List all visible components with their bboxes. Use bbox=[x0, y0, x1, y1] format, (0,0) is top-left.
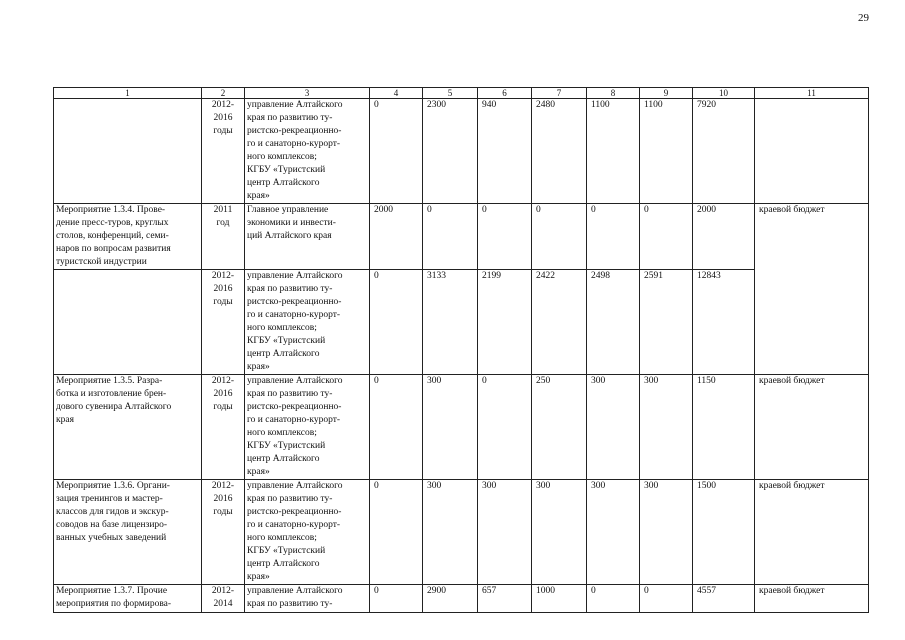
event-name-cell bbox=[54, 99, 202, 204]
value-cell: 0 bbox=[370, 375, 423, 480]
event-name-cell-line: мероприятия по формирова- bbox=[56, 599, 172, 609]
years-cell-line: годы bbox=[213, 126, 233, 136]
event-name-cell bbox=[54, 585, 202, 613]
event-name-cell-line: классов для гидов и экскур- bbox=[56, 507, 169, 517]
years-cell bbox=[202, 99, 245, 204]
value-cell: 1100 bbox=[640, 99, 693, 204]
event-name-cell-line: Мероприятие 1.3.6. Органи- bbox=[56, 481, 170, 491]
table-row bbox=[54, 99, 869, 204]
executor-cell-line: управление Алтайского bbox=[247, 481, 343, 491]
value-cell: 0 bbox=[370, 99, 423, 204]
years-cell-line: 2016 bbox=[213, 284, 233, 294]
value-cell: 2591 bbox=[640, 270, 693, 375]
value-cell: 0 bbox=[370, 270, 423, 375]
executor-cell bbox=[245, 375, 370, 480]
value-cell: 300 bbox=[423, 480, 478, 585]
value-cell: 300 bbox=[640, 480, 693, 585]
years-cell-line: 2011 bbox=[213, 205, 233, 215]
executor-cell-line: края» bbox=[247, 572, 270, 582]
table-row bbox=[54, 585, 869, 613]
executor-cell-line: КГБУ «Туристский bbox=[247, 336, 326, 346]
executor-cell-line: управление Алтайского bbox=[247, 376, 343, 386]
executor-cell-line: ного комплексов; bbox=[247, 428, 317, 438]
table-row bbox=[54, 204, 869, 270]
executor-cell-line: края по развитию ту- bbox=[247, 113, 333, 123]
value-cell: 3133 bbox=[423, 270, 478, 375]
executor-cell-line: экономики и инвести- bbox=[247, 218, 336, 228]
executor-cell-line: ного комплексов; bbox=[247, 323, 317, 333]
value-cell: 300 bbox=[532, 480, 587, 585]
header-cell: 6 bbox=[478, 88, 532, 99]
value-cell: 300 bbox=[478, 480, 532, 585]
budget-table bbox=[53, 87, 869, 613]
value-cell: 0 bbox=[587, 585, 640, 613]
executor-cell-line: края по развитию ту- bbox=[247, 599, 333, 609]
value-cell: 4557 bbox=[693, 585, 755, 613]
years-cell bbox=[202, 204, 245, 270]
header-cell: 9 bbox=[640, 88, 693, 99]
value-cell: 2199 bbox=[478, 270, 532, 375]
value-cell: 2422 bbox=[532, 270, 587, 375]
years-cell bbox=[202, 585, 245, 613]
executor-cell-line: центр Алтайского bbox=[247, 178, 320, 188]
executor-cell bbox=[245, 270, 370, 375]
executor-cell-line: центр Алтайского bbox=[247, 349, 320, 359]
value-cell: 300 bbox=[423, 375, 478, 480]
value-cell: 250 bbox=[532, 375, 587, 480]
value-cell: 1150 bbox=[693, 375, 755, 480]
value-cell: 0 bbox=[478, 375, 532, 480]
value-cell: 0 bbox=[587, 204, 640, 270]
event-name-cell bbox=[54, 204, 202, 270]
value-cell: 657 bbox=[478, 585, 532, 613]
value-cell: 1100 bbox=[587, 99, 640, 204]
header-cell: 1 bbox=[54, 88, 202, 99]
years-cell bbox=[202, 270, 245, 375]
executor-cell-line: управление Алтайского bbox=[247, 586, 343, 596]
value-cell: 0 bbox=[640, 585, 693, 613]
executor-cell-line: ристско-рекреационно- bbox=[247, 297, 342, 307]
executor-cell bbox=[245, 585, 370, 613]
event-name-cell-line: дового сувенира Алтайского bbox=[56, 402, 172, 412]
value-cell: 2000 bbox=[370, 204, 423, 270]
event-name-cell-line: Мероприятие 1.3.4. Прове- bbox=[56, 205, 166, 215]
value-cell: 1500 bbox=[693, 480, 755, 585]
value-cell: 0 bbox=[423, 204, 478, 270]
executor-cell-line: ристско-рекреационно- bbox=[247, 402, 342, 412]
funding-source-cell: краевой бюджет bbox=[755, 585, 869, 613]
value-cell: 300 bbox=[587, 480, 640, 585]
header-cell: 4 bbox=[370, 88, 423, 99]
executor-cell-line: края» bbox=[247, 191, 270, 201]
executor-cell-line: КГБУ «Туристский bbox=[247, 165, 326, 175]
funding-source-cell bbox=[755, 99, 869, 204]
years-cell-line: 2012- bbox=[211, 376, 235, 386]
table-row bbox=[54, 480, 869, 585]
event-name-cell bbox=[54, 480, 202, 585]
years-cell-line: 2016 bbox=[213, 389, 233, 399]
executor-cell-line: го и санаторно-курорт- bbox=[247, 139, 341, 149]
years-cell-line: 2014 bbox=[213, 599, 233, 609]
funding-source-cell: краевой бюджет bbox=[755, 375, 869, 480]
header-cell: 11 bbox=[755, 88, 869, 99]
executor-cell-line: Главное управление bbox=[247, 205, 329, 215]
years-cell-line: 2012- bbox=[211, 481, 235, 491]
executor-cell-line: ного комплексов; bbox=[247, 152, 317, 162]
executor-cell-line: края» bbox=[247, 467, 270, 477]
executor-cell-line: го и санаторно-курорт- bbox=[247, 520, 341, 530]
value-cell: 940 bbox=[478, 99, 532, 204]
executor-cell-line: ций Алтайского края bbox=[247, 231, 332, 241]
years-cell-line: год bbox=[216, 218, 230, 228]
table-row bbox=[54, 375, 869, 480]
funding-source-cell: краевой бюджет bbox=[755, 480, 869, 585]
years-cell bbox=[202, 375, 245, 480]
executor-cell-line: управление Алтайского bbox=[247, 100, 343, 110]
executor-cell-line: центр Алтайского bbox=[247, 559, 320, 569]
executor-cell bbox=[245, 480, 370, 585]
executor-cell-line: края по развитию ту- bbox=[247, 284, 333, 294]
executor-cell-line: управление Алтайского bbox=[247, 271, 343, 281]
event-name-cell-line: Мероприятие 1.3.7. Прочие bbox=[56, 586, 168, 596]
executor-cell-line: го и санаторно-курорт- bbox=[247, 310, 341, 320]
event-name-cell-line: ванных учебных заведений bbox=[56, 533, 167, 543]
event-name-cell-line: соводов на базе лицензиро- bbox=[56, 520, 168, 530]
event-name-cell-line: дение пресс-туров, круглых bbox=[56, 218, 169, 228]
years-cell-line: 2012- bbox=[211, 100, 235, 110]
value-cell: 0 bbox=[532, 204, 587, 270]
funding-source-cell: краевой бюджет bbox=[755, 204, 869, 375]
event-name-cell bbox=[54, 375, 202, 480]
event-name-cell-line: Мероприятие 1.3.5. Разра- bbox=[56, 376, 163, 386]
years-cell-line: 2016 bbox=[213, 113, 233, 123]
value-cell: 300 bbox=[587, 375, 640, 480]
value-cell: 12843 bbox=[693, 270, 755, 375]
value-cell: 0 bbox=[640, 204, 693, 270]
executor-cell-line: ристско-рекреационно- bbox=[247, 126, 342, 136]
years-cell bbox=[202, 480, 245, 585]
years-cell-line: годы bbox=[213, 297, 233, 307]
event-name-cell-line: края bbox=[56, 415, 74, 425]
header-cell: 8 bbox=[587, 88, 640, 99]
executor-cell bbox=[245, 99, 370, 204]
executor-cell-line: края» bbox=[247, 362, 270, 372]
value-cell: 2300 bbox=[423, 99, 478, 204]
years-cell-line: 2012- bbox=[211, 586, 235, 596]
years-cell-line: 2012- bbox=[211, 271, 235, 281]
event-name-cell-line: столов, конференций, семи- bbox=[56, 231, 169, 241]
value-cell: 1000 bbox=[532, 585, 587, 613]
event-name-cell-line: ботка и изготовление брен- bbox=[56, 389, 167, 399]
executor-cell-line: го и санаторно-курорт- bbox=[247, 415, 341, 425]
executor-cell-line: края по развитию ту- bbox=[247, 494, 333, 504]
executor-cell-line: ристско-рекреационно- bbox=[247, 507, 342, 517]
header-cell: 10 bbox=[693, 88, 755, 99]
header-cell: 7 bbox=[532, 88, 587, 99]
executor-cell-line: КГБУ «Туристский bbox=[247, 441, 326, 451]
value-cell: 0 bbox=[370, 585, 423, 613]
header-cell: 5 bbox=[423, 88, 478, 99]
value-cell: 2900 bbox=[423, 585, 478, 613]
event-name-cell-line: наров по вопросам развития bbox=[56, 244, 171, 254]
value-cell: 7920 bbox=[693, 99, 755, 204]
value-cell: 0 bbox=[370, 480, 423, 585]
value-cell: 300 bbox=[640, 375, 693, 480]
event-name-cell-line: туристской индустрии bbox=[56, 257, 147, 267]
event-name-cell-line: зация тренингов и мастер- bbox=[56, 494, 163, 504]
executor-cell-line: края по развитию ту- bbox=[247, 389, 333, 399]
years-cell-line: 2016 bbox=[213, 494, 233, 504]
header-cell: 3 bbox=[245, 88, 370, 99]
value-cell: 0 bbox=[478, 204, 532, 270]
years-cell-line: годы bbox=[213, 402, 233, 412]
page-number: 29 bbox=[858, 12, 869, 24]
value-cell: 2000 bbox=[693, 204, 755, 270]
executor-cell bbox=[245, 204, 370, 270]
header-cell: 2 bbox=[202, 88, 245, 99]
table-row bbox=[54, 270, 869, 375]
value-cell: 2480 bbox=[532, 99, 587, 204]
value-cell: 2498 bbox=[587, 270, 640, 375]
executor-cell-line: КГБУ «Туристский bbox=[247, 546, 326, 556]
executor-cell-line: ного комплексов; bbox=[247, 533, 317, 543]
table-body bbox=[54, 99, 869, 613]
event-name-cell bbox=[54, 270, 202, 375]
header-row bbox=[54, 88, 869, 99]
years-cell-line: годы bbox=[213, 507, 233, 517]
executor-cell-line: центр Алтайского bbox=[247, 454, 320, 464]
